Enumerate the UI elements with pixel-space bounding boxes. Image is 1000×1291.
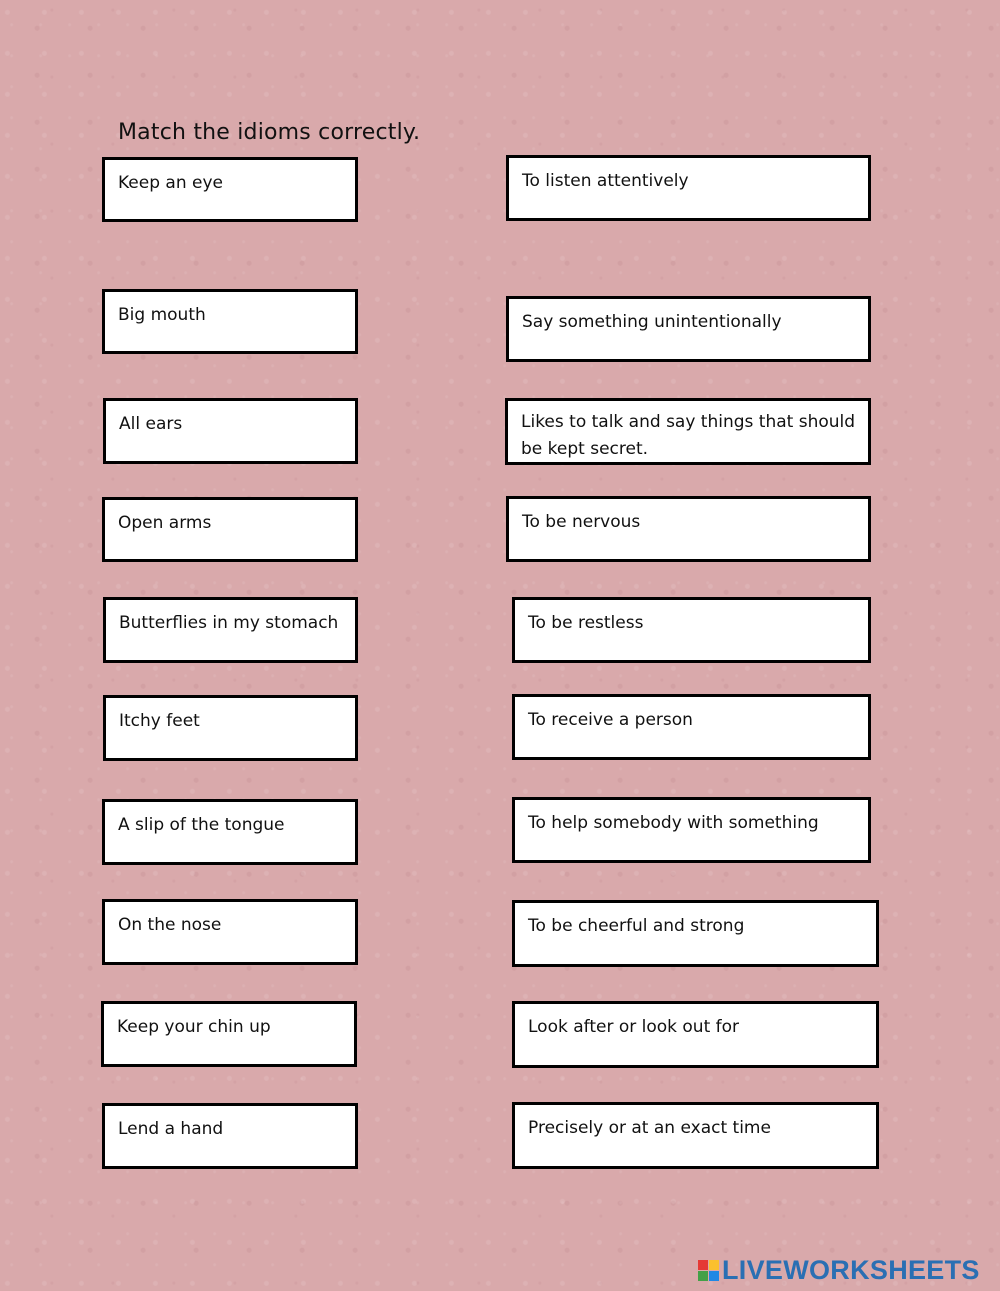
meaning-text: Say something unintentionally	[522, 312, 782, 332]
idiom-box[interactable]	[103, 695, 358, 761]
liveworksheets-logo	[698, 1255, 980, 1285]
meaning-box[interactable]	[505, 398, 871, 465]
meaning-box[interactable]	[506, 155, 871, 221]
idiom-box[interactable]	[102, 1103, 358, 1169]
idiom-box[interactable]	[103, 398, 358, 464]
meaning-box[interactable]	[512, 900, 879, 967]
idiom-text: A slip of the tongue	[118, 815, 285, 835]
idiom-box[interactable]	[102, 289, 358, 354]
idiom-box[interactable]	[102, 157, 358, 222]
idiom-box[interactable]	[103, 597, 358, 663]
idiom-text: On the nose	[118, 915, 222, 935]
idiom-box[interactable]	[102, 799, 358, 865]
meaning-text: Look after or look out for	[528, 1017, 740, 1037]
meaning-box[interactable]	[512, 797, 871, 863]
meaning-box[interactable]	[506, 496, 871, 562]
meaning-box[interactable]	[512, 1001, 879, 1068]
idiom-text: Keep your chin up	[117, 1017, 271, 1037]
meaning-box[interactable]	[506, 296, 871, 362]
meaning-text: Precisely or at an exact time	[528, 1118, 771, 1138]
idiom-text: Lend a hand	[118, 1119, 224, 1139]
meaning-text: To be cheerful and strong	[528, 916, 745, 936]
meaning-text: To receive a person	[528, 710, 693, 730]
meaning-text: To be restless	[528, 613, 644, 633]
idiom-text: Big mouth	[118, 305, 206, 325]
meaning-box[interactable]	[512, 597, 871, 663]
brand-name: LIVEWORKSHEETS	[722, 1254, 980, 1285]
page-title: Match the idioms correctly.	[118, 120, 421, 145]
idiom-box[interactable]	[102, 497, 358, 562]
meaning-text: To help somebody with something	[528, 813, 819, 833]
idiom-text: Itchy feet	[119, 711, 200, 731]
idiom-box[interactable]	[101, 1001, 357, 1067]
idiom-text: Butterflies in my stomach	[119, 613, 339, 633]
idiom-text: All ears	[119, 414, 183, 434]
meaning-text: To listen attentively	[522, 171, 689, 191]
meaning-box[interactable]	[512, 694, 871, 760]
idiom-text: Keep an eye	[118, 173, 223, 193]
meaning-text: Likes to talk and say things that should be kept secret.	[521, 412, 856, 459]
meaning-box[interactable]	[512, 1102, 879, 1169]
idiom-box[interactable]	[102, 899, 358, 965]
idiom-text: Open arms	[118, 513, 212, 533]
logo-blocks-icon	[698, 1260, 719, 1281]
meaning-text: To be nervous	[522, 512, 641, 532]
